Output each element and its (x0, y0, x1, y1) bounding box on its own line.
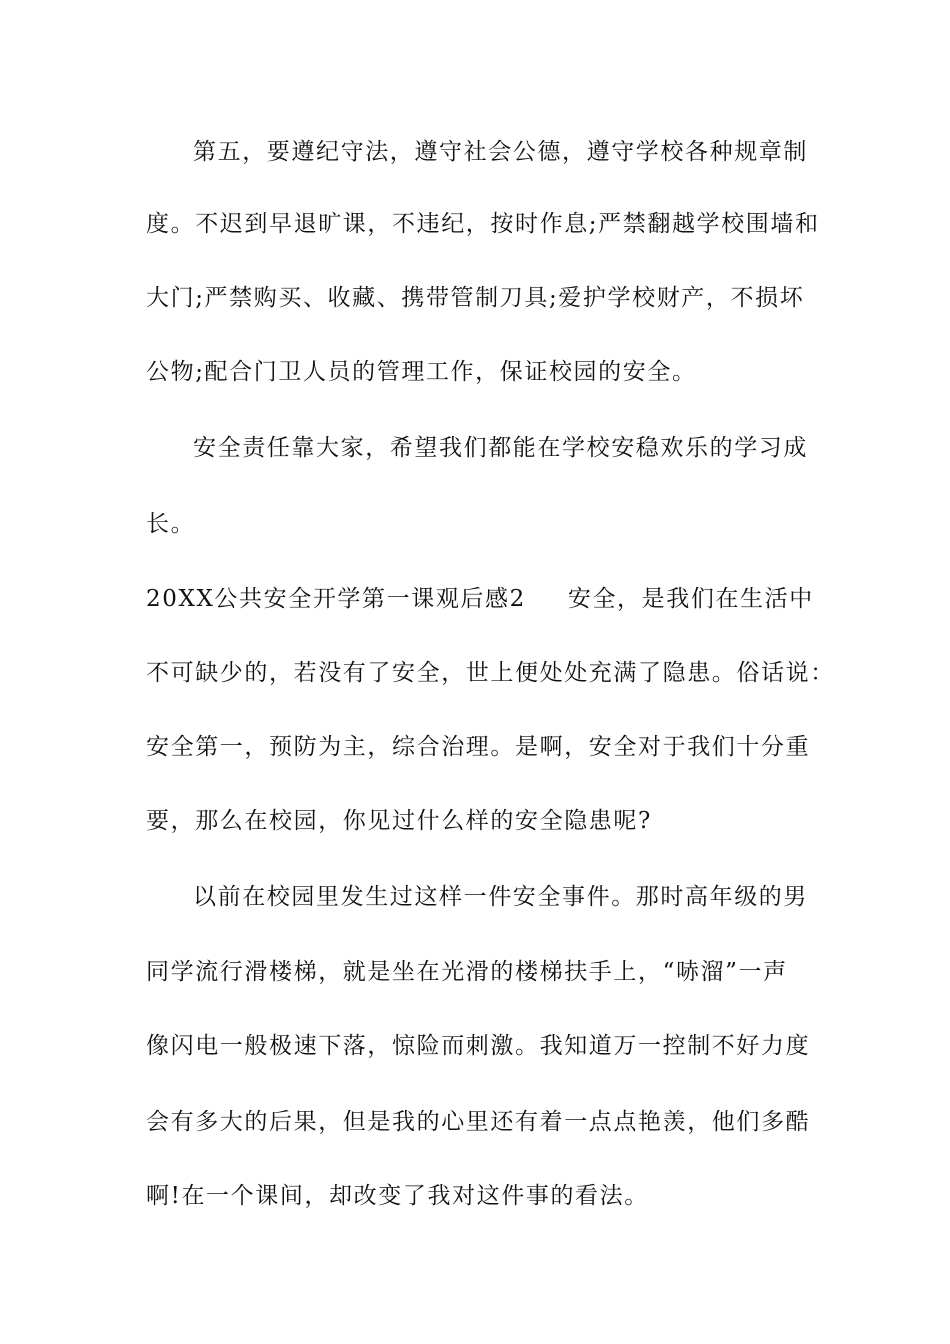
paragraph-start: 安全，是我们在生活中 (567, 586, 814, 612)
paragraph-line: 第五，要遵纪守法，遵守社会公德，遵守学校各种规章制 (193, 139, 808, 165)
paragraph-line: 公物;配合门卫人员的管理工作，保证校园的安全。 (146, 359, 697, 385)
paragraph-line: 长。 (146, 511, 196, 537)
paragraph-line: 以前在校园里发生过这样一件安全事件。那时高年级的男 (193, 884, 808, 910)
paragraph-line: 啊!在一个课间，却改变了我对这件事的看法。 (146, 1183, 649, 1209)
paragraph-line: 同学流行滑楼梯，就是坐在光滑的楼梯扶手上，“哧溜”一声 (146, 959, 788, 985)
paragraph-line: 大门;严禁购买、收藏、携带管制刀具;爱护学校财产，不损坏 (146, 285, 805, 311)
paragraph-line: 要，那么在校园，你见过什么样的安全隐患呢? (146, 808, 652, 834)
paragraph-line: 安全责任靠大家，希望我们都能在学校安稳欢乐的学习成 (193, 435, 808, 461)
paragraph-line: 像闪电一般极速下落，惊险而刺激。我知道万一控制不好力度 (146, 1033, 811, 1059)
paragraph-line: 度。不迟到早退旷课，不违纪，按时作息;严禁翻越学校围墙和 (146, 211, 820, 237)
paragraph-line: 会有多大的后果，但是我的心里还有着一点点艳羡，他们多酷 (146, 1109, 811, 1135)
section-heading-line (146, 581, 816, 617)
paragraph-line: 不可缺少的，若没有了安全，世上便处处充满了隐患。俗话说： (146, 660, 835, 686)
section-heading: 20XX公共安全开学第一课观后感2 (146, 586, 526, 612)
paragraph-line: 安全第一，预防为主，综合治理。是啊，安全对于我们十分重 (146, 734, 811, 760)
